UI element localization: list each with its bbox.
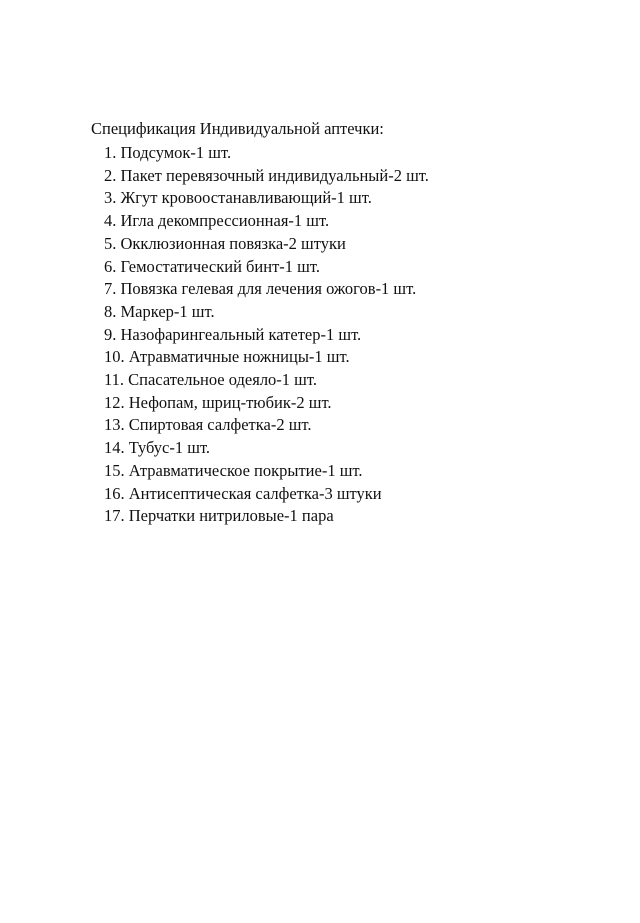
list-item: [104, 324, 429, 347]
document-title: Спецификация Индивидуальной аптечки:: [91, 119, 384, 138]
list-item: [104, 460, 429, 483]
list-item-number: 13.: [104, 415, 125, 435]
list-item-text: Подсумок-1 шт.: [120, 143, 232, 162]
list-item: [104, 505, 429, 528]
list-item-number: 17.: [104, 506, 125, 526]
list-item-number: 14.: [104, 438, 125, 458]
list-item: [104, 483, 429, 506]
list-item: [104, 278, 429, 301]
list-item-text: Спасательное одеяло-1 шт.: [128, 370, 317, 390]
list-item-text: Перчатки нитриловые-1 пара: [128, 506, 334, 526]
list-item: [104, 414, 429, 437]
specification-list: [104, 142, 429, 528]
list-item-text: Тубус-1 шт.: [128, 438, 211, 458]
list-item-number: 6.: [104, 256, 117, 276]
list-item: [104, 142, 429, 165]
list-item-number: 15.: [104, 460, 125, 480]
list-item: [104, 437, 429, 460]
list-item: [104, 210, 429, 233]
list-item-text: Пакет перевязочный индивидуальный-2 шт.: [120, 165, 429, 185]
list-item-number: 1.: [104, 143, 117, 162]
list-item-text: Антисептическая салфетка-3 штуки: [128, 483, 382, 503]
list-item-text: Атравматическое покрытие-1 шт.: [128, 460, 363, 480]
list-item-number: 2.: [104, 165, 117, 185]
list-item: [104, 346, 429, 369]
list-item-text: Жгут кровоостанавливающий-1 шт.: [120, 188, 372, 208]
list-item-number: 10.: [104, 347, 125, 367]
list-item-text: Атравматичные ножницы-1 шт.: [128, 347, 350, 367]
list-item: [104, 165, 429, 188]
list-item-text: Назофарингеальный катетер-1 шт.: [120, 324, 362, 344]
list-item-text: Окклюзионная повязка-2 штуки: [120, 233, 346, 253]
list-item-number: 9.: [104, 324, 117, 344]
list-item-text: Повязка гелевая для лечения ожогов-1 шт.: [120, 279, 417, 299]
list-item-text: Маркер-1 шт.: [120, 301, 215, 321]
list-item-number: 5.: [104, 233, 117, 253]
list-item-number: 8.: [104, 301, 117, 321]
list-item-number: 4.: [104, 211, 117, 231]
list-item-number: 16.: [104, 483, 125, 503]
list-item: [104, 369, 429, 392]
list-item-number: 12.: [104, 392, 125, 412]
list-item-number: 7.: [104, 279, 117, 299]
list-item-text: Спиртовая салфетка-2 шт.: [128, 415, 312, 435]
list-item-number: 3.: [104, 188, 117, 208]
list-item-text: Нефопам, шриц-тюбик-2 шт.: [128, 392, 332, 412]
list-item: [104, 392, 429, 415]
list-item: [104, 256, 429, 279]
list-item-text: Игла декомпрессионная-1 шт.: [120, 211, 330, 231]
list-item: [104, 233, 429, 256]
list-item-number: 11.: [104, 370, 125, 390]
list-item: [104, 187, 429, 210]
list-item-text: Гемостатический бинт-1 шт.: [120, 256, 320, 276]
list-item: [104, 301, 429, 324]
